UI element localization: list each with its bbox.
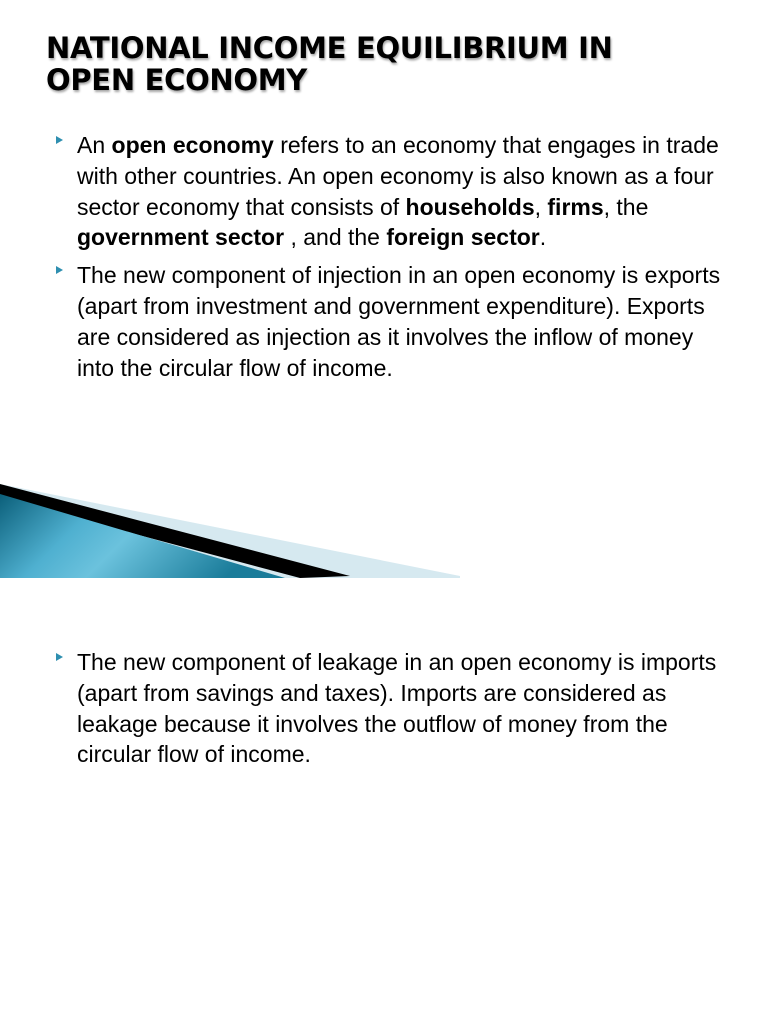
decorative-swoosh-band	[0, 484, 460, 578]
triangle-bullet-icon	[56, 136, 63, 144]
bullet-item	[56, 647, 726, 770]
bullet-text: The new component of leakage in an open economy is imports (apart from savings and taxes). Imports are considered as leakage because it involves the outflow of money from the circular flow of income.	[77, 649, 717, 768]
slide-title-line-2: OPEN ECONOMY	[46, 63, 308, 98]
bullet-item	[56, 130, 726, 253]
slide-title-line-1: NATIONAL INCOME EQUILIBRIUM IN	[46, 31, 613, 65]
bullet-text: An open economy refers to an economy that engages in trade with other countries. An open economy is also known as a four sector economy that consists of households, firms, the government sector , and the foreign sector.	[77, 132, 719, 251]
triangle-bullet-icon	[56, 266, 63, 274]
bullet-list-top	[56, 130, 726, 390]
bullet-list-bottom	[56, 647, 726, 777]
bullet-text: The new component of injection in an open economy is exports (apart from investment and government expenditure). Exports are considered as injection as it involves the inflow of money into the circular flow of income.	[77, 262, 721, 381]
triangle-bullet-icon	[56, 653, 63, 661]
slide-title	[46, 32, 746, 97]
bullet-item	[56, 260, 726, 383]
